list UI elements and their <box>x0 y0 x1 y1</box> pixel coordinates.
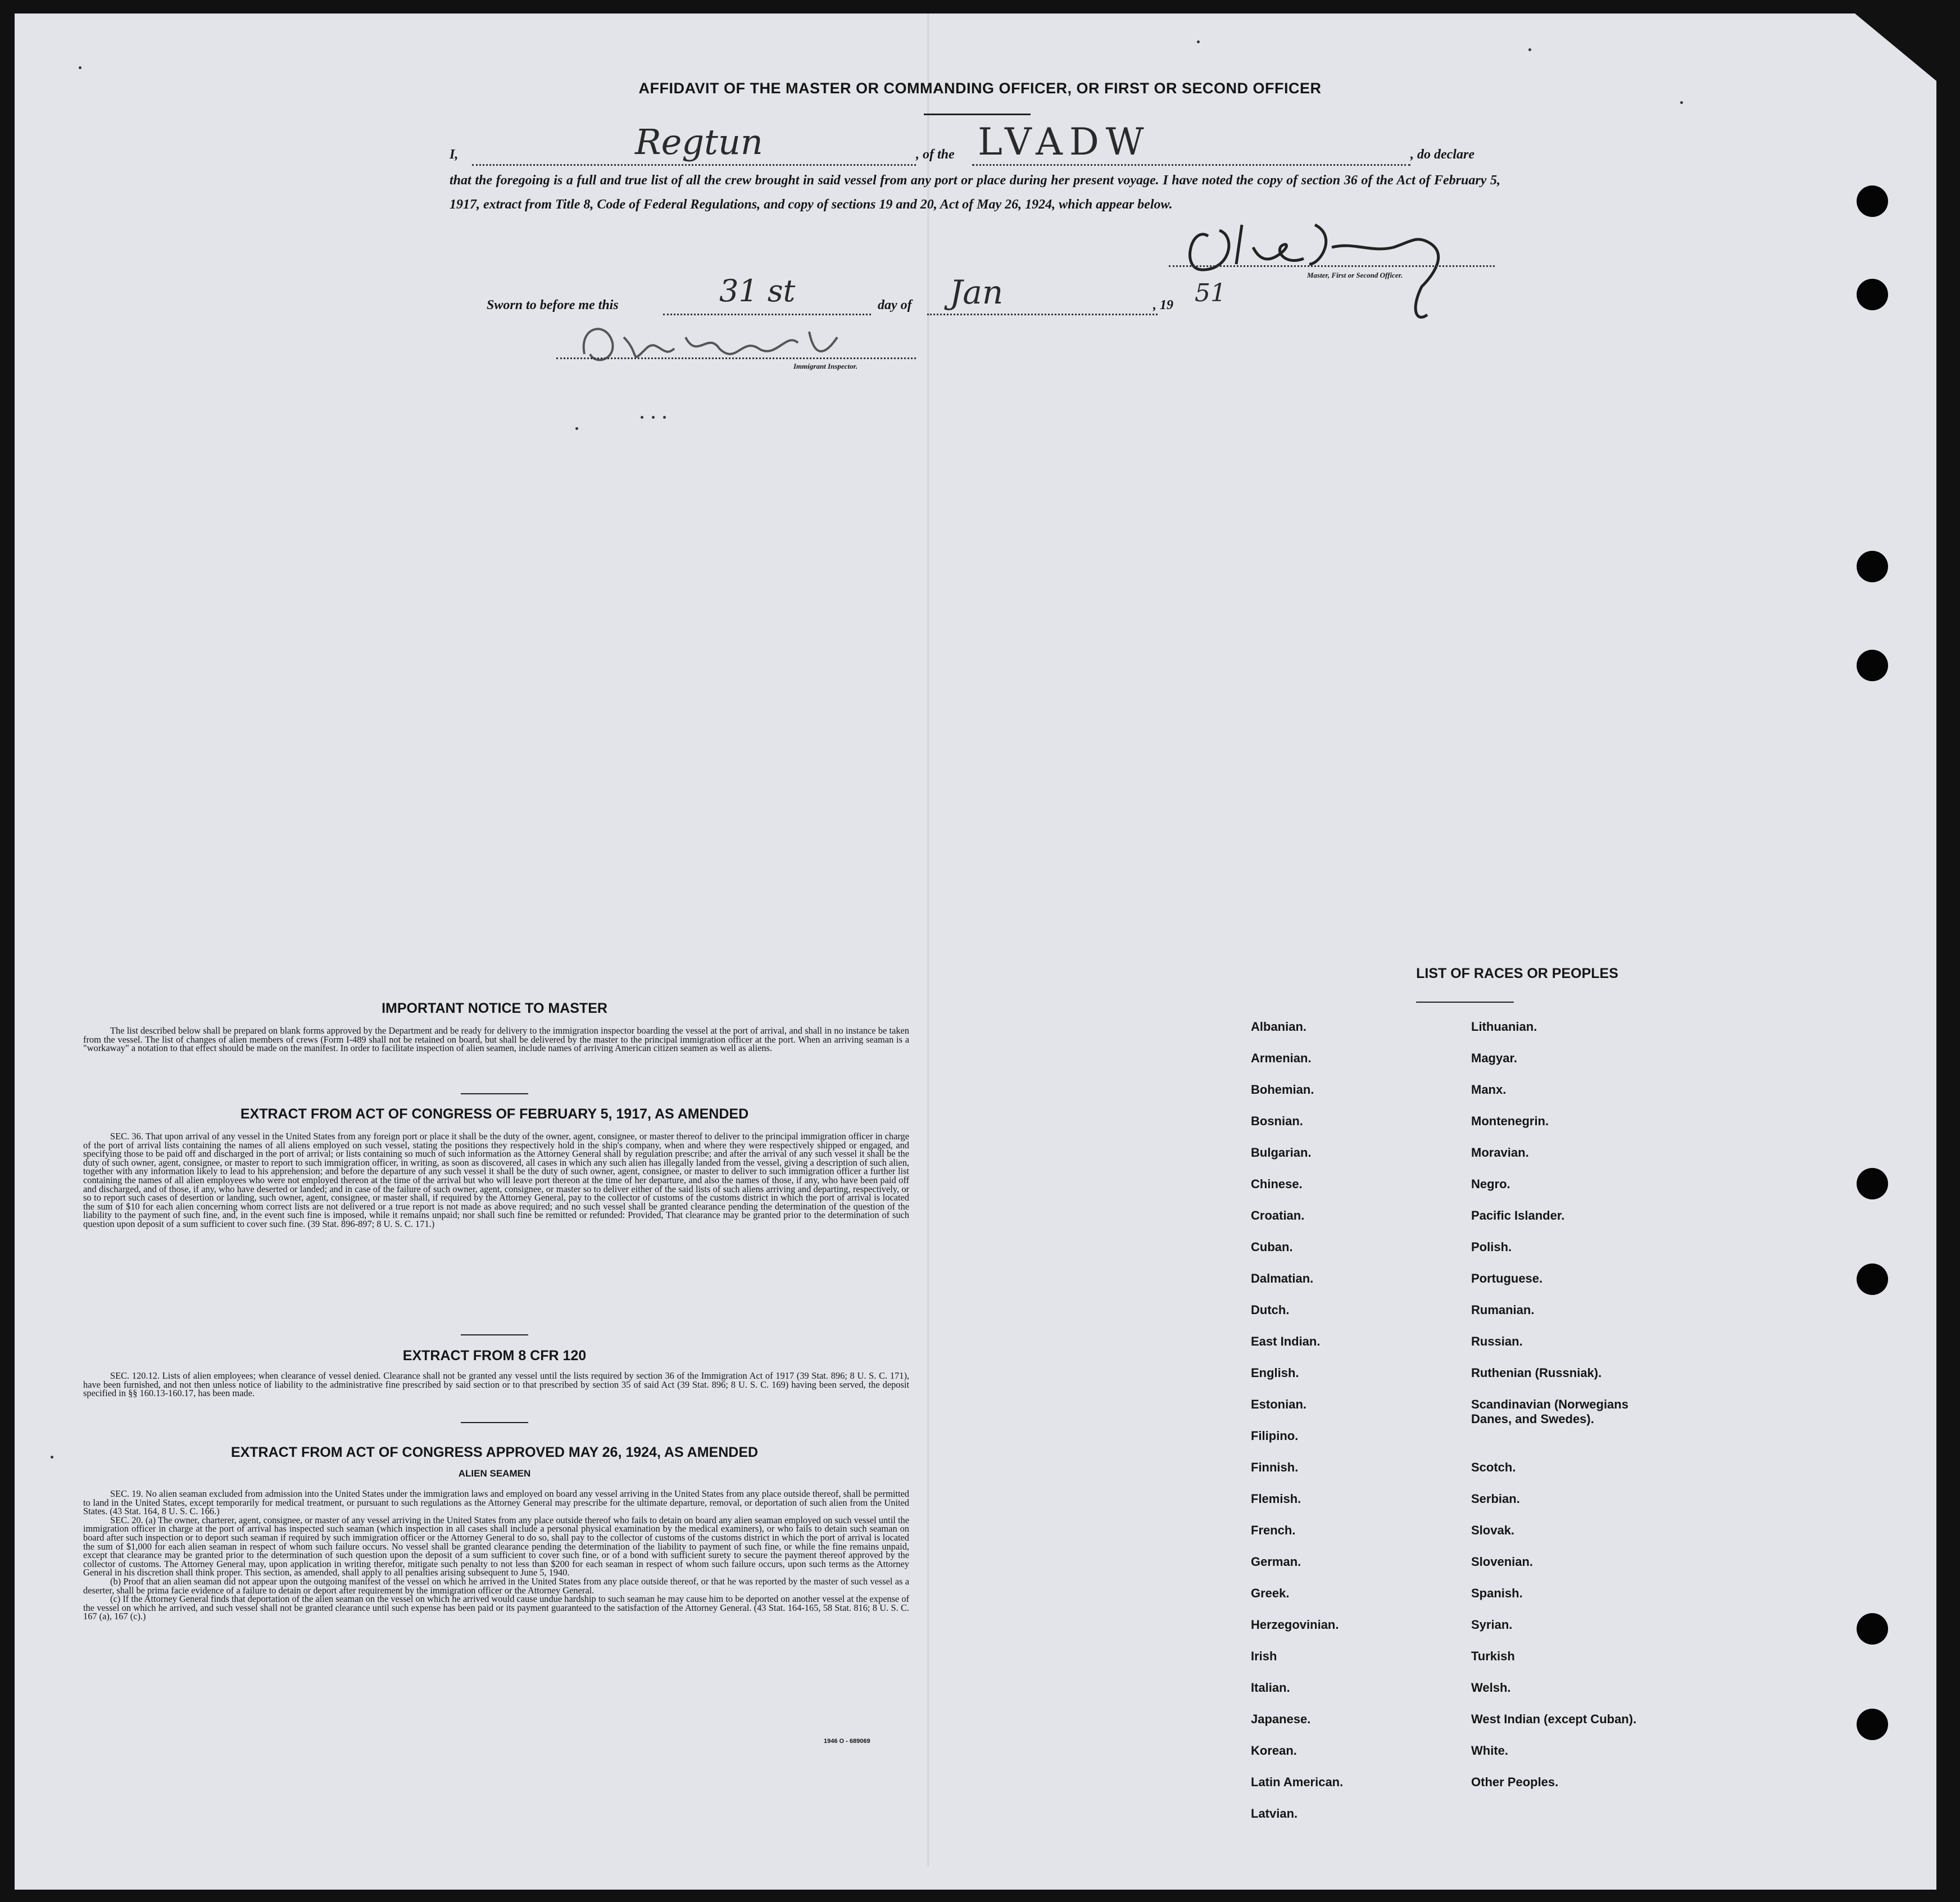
sworn-prefix: Sworn to before me this <box>487 298 619 313</box>
race-item: Latvian. <box>1251 1806 1298 1821</box>
extract-cfr-heading: EXTRACT FROM 8 CFR 120 <box>402 1348 587 1364</box>
speck <box>1680 101 1683 104</box>
race-item: Syrian. <box>1471 1618 1513 1632</box>
extract-cfr-rule <box>461 1422 528 1423</box>
extract-1917-text <box>83 1132 909 1229</box>
race-item: Croatian. <box>1251 1208 1305 1222</box>
notice-heading: IMPORTANT NOTICE TO MASTER <box>382 1000 607 1016</box>
race-item: White. <box>1471 1744 1508 1758</box>
race-item: Pacific Islander. <box>1471 1208 1565 1222</box>
extract-cfr-text <box>83 1371 909 1398</box>
race-item: Japanese. <box>1251 1712 1311 1726</box>
race-item: Ruthenian (Russniak). <box>1471 1366 1602 1380</box>
race-item: Greek. <box>1251 1586 1290 1600</box>
race-item: Polish. <box>1471 1240 1512 1254</box>
races-rule <box>1416 1002 1514 1003</box>
race-item: Magyar. <box>1471 1051 1517 1065</box>
affidavit-body: that the foregoing is a full and true list of all the crew brought in said vessel from any port or place during her present voyage. I have noted the copy of section 36 of the Act of February 5, 1917, extract from Title 8, Code of Federal Regulations, and copy of sections 19 and 20, Act of May 26, 1924, which appear below. <box>450 173 1500 212</box>
race-item: Negro. <box>1471 1177 1510 1191</box>
race-item: Scotch. <box>1471 1460 1516 1474</box>
race-item: Dalmatian. <box>1251 1271 1314 1285</box>
race-item: Estonian. <box>1251 1397 1307 1411</box>
race-item: Russian. <box>1471 1334 1523 1348</box>
race-item: Serbian. <box>1471 1492 1520 1506</box>
speck <box>1528 48 1531 51</box>
extract-1917-rule <box>461 1334 528 1335</box>
race-item: Welsh. <box>1471 1681 1511 1695</box>
speck <box>79 66 81 69</box>
punch-hole <box>1857 1613 1888 1645</box>
punch-hole <box>1857 551 1888 582</box>
fold-crease <box>927 11 929 1866</box>
race-item: Bohemian. <box>1251 1083 1314 1097</box>
affidavit-of-the: , of the <box>916 147 955 162</box>
handwritten-vessel: LVADW <box>978 120 1151 164</box>
race-item: Lithuanian. <box>1471 1020 1537 1034</box>
master-caption: Master, First or Second Officer. <box>1307 271 1403 279</box>
race-item: East Indian. <box>1251 1334 1321 1348</box>
day-of: day of <box>878 298 912 313</box>
race-item: Slovenian. <box>1471 1555 1533 1569</box>
race-item: Rumanian. <box>1471 1303 1535 1317</box>
race-item: Dutch. <box>1251 1303 1290 1317</box>
master-line <box>1169 265 1495 267</box>
extract-cfr-paragraph: SEC. 120.12. Lists of alien employees; when clearance of vessel denied. Clearance shall not be granted any vessel until the lists required by section 36 of the Immigration Act of 1917 (39 Stat. 896; 8 U. S. C. 171), have been furnished, and not then unless notice of liability to the administrative fine prescribed by said section or to that prescribed by section 35 of said Act (39 Stat. 896; 8 U. S. C. 169) having been served, the deposit specified in §§ 160.13-160.17, has been made. <box>83 1370 909 1399</box>
race-item: Moravian. <box>1471 1145 1529 1160</box>
speck <box>575 427 578 430</box>
race-item: Filipino. <box>1251 1429 1299 1443</box>
sec-20c-paragraph: (c) If the Attorney General finds that deportation of the alien seaman on the vessel on which he arrived would cause undue hardship to such seaman he may cause him to be deported on another vessel at the expense of the vessel on which he arrived, and such vessel shall not be granted clearance until such expense has been paid or its payment guaranteed to the satisfaction of the Attorney General. (43 Stat. 164-165, 58 Stat. 816; 8 U. S. C. 167 (a), 167 (c).) <box>83 1593 909 1622</box>
inspector-line <box>556 357 916 359</box>
race-item: Chinese. <box>1251 1177 1303 1191</box>
affidavit-i: I, <box>450 147 459 162</box>
race-item: Portuguese. <box>1471 1271 1543 1285</box>
master-signature <box>1169 202 1483 332</box>
handwritten-day: 31 st <box>719 273 796 309</box>
extract-1924-text <box>83 1489 909 1621</box>
race-item: Herzegovinian. <box>1251 1618 1339 1632</box>
month-line <box>927 314 1158 315</box>
race-item: Albanian. <box>1251 1020 1307 1034</box>
race-item: Irish <box>1251 1649 1277 1663</box>
race-item: Flemish. <box>1251 1492 1301 1506</box>
speck <box>663 416 666 419</box>
sec-20b-paragraph: (b) Proof that an alien seaman did not appear upon the outgoing manifest of the vessel on which he arrived in the United States from any place outside thereof, or that he was reported by the master of such vessel as a deserter, shall be prima facie evidence of a failure to detain or deport after requirement by the immigration officer or the Attorney General. <box>83 1575 909 1596</box>
race-item: Bulgarian. <box>1251 1145 1312 1160</box>
extract-1917-paragraph: SEC. 36. That upon arrival of any vessel in the United States from any foreign port or place it shall be the duty of the owner, agent, consignee, or master thereof to deliver to the principal immigration officer in charge of the port of arrival lists containing the names of all aliens employed on such vessel, stating the positions they respectively hold in the ship's company, when and where they were respectively shipped or engaged, and specifying those to be paid off and discharged in the port of arrival; or lists containing so much of such information as the Attorney General shall by regulation prescribe; and after the arrival of any such vessel it shall be the duty of such owner, agent, consignee, or master to report to such immigration officer, in writing, as soon as discovered, all cases in which any such alien has illegally landed from the vessel, giving a description of such alien, together with any information likely to lead to his apprehension; and before the departure of any such vessel it shall be the duty of such owner, agent, consignee, or master to deliver to such immigration officer a further list containing the names of all alien employees who were not employed thereon at the time of the arrival but who will leave port thereon at the time of her departure, and also the names of those, if any, who have been paid off and discharged, and of those, if any, who have deserted or landed; and in case of the failure of such owner, agent, consignee, or master so to deliver either of the said lists of such aliens arriving and departing, respectively, or so to report such cases of desertion or landing, such owner, agent, consignee, or master shall, if required by the Attorney General, pay to the collector of customs of the customs district in which the port of arrival is located the sum of $10 for each alien concerning whom correct lists are not delivered or a true report is not made as above required; and no such vessel shall be granted clearance pending the determination of the question of the liability to the payment of such fine, and, in the event such fine is imposed, while it remains unpaid; nor shall such fine be remitted or refunded: Provided, That clearance may be granted prior to the determination of such question upon deposit of a sum sufficient to cover such fine. (39 Stat. 896-897; 8 U. S. C. 171.) <box>83 1131 909 1229</box>
race-item: Slovak. <box>1471 1523 1515 1537</box>
race-item: Scandinavian (Norwegians Danes, and Swedes). <box>1471 1397 1628 1426</box>
notice-rule <box>461 1093 528 1094</box>
race-item: French. <box>1251 1523 1296 1537</box>
race-item: Italian. <box>1251 1681 1290 1695</box>
speck <box>641 416 643 419</box>
race-item: West Indian (except Cuban). <box>1471 1712 1637 1726</box>
race-item: Other Peoples. <box>1471 1775 1559 1789</box>
vessel-line <box>972 164 1410 166</box>
inspector-caption: Immigrant Inspector. <box>793 362 858 370</box>
speck <box>51 1456 53 1459</box>
race-item: Manx. <box>1471 1083 1507 1097</box>
sec-19-paragraph: SEC. 19. No alien seaman excluded from admission into the United States under the immigration laws and employed on board any vessel arriving in the United States from any place outside thereof, shall be permitted to land in the United States, except temporarily for medical treatment, or pursuant to such regulations as the Attorney General may prescribe for the ultimate departure, removal, or deportation of such alien from the United States. (43 Stat. 164, 8 U. S. C. 166.) <box>83 1488 909 1517</box>
handwritten-year: 51 <box>1195 279 1226 307</box>
print-code: 1946 O - 689069 <box>824 1738 870 1745</box>
race-item: Latin American. <box>1251 1775 1344 1789</box>
punch-hole <box>1857 650 1888 681</box>
affidavit-title: AFFIDAVIT OF THE MASTER OR COMMANDING OFFICER, OR FIRST OR SECOND OFFICER <box>638 80 1322 97</box>
punch-hole <box>1857 185 1888 217</box>
race-item: German. <box>1251 1555 1301 1569</box>
race-item: Spanish. <box>1471 1586 1523 1600</box>
punch-hole <box>1857 1709 1888 1740</box>
notice-paragraph: The list described below shall be prepared on blank forms approved by the Department and be ready for delivery to the immigration inspector boarding the vessel at the port of arrival, and shall in no instance be taken from the vessel. The list of changes of alien members of crews (Form I-489 shall not be retained on board, but shall be delivered by the master to the principal immigration officer at the port. When an arriving seaman is a "workaway" a notation to that effect should be made on the manifest. In order to facilitate inspection of alien seamen, include names of arriving American citizen seamen as well as aliens. <box>83 1025 909 1054</box>
notice-text <box>83 1026 909 1053</box>
punch-hole <box>1857 1168 1888 1199</box>
speck <box>1197 40 1200 43</box>
race-item: Finnish. <box>1251 1460 1299 1474</box>
punch-hole <box>1857 279 1888 310</box>
title-rule <box>924 114 1031 115</box>
race-item: Bosnian. <box>1251 1114 1303 1128</box>
sec-20a-paragraph: SEC. 20. (a) The owner, charterer, agent, consignee, or master of any vessel arriving in the United States from any place outside thereof who fails to detain on board any alien seaman employed on such vessel until the immigration officer in charge at the port of arrival has inspected such seaman (which inspection in all cases shall include a personal physical examination by the medical examiners), or who fails to detain such seaman on board after such inspection or to deport such seaman if required by such immigration officer or the Attorney General to do so, shall pay to the collector of customs of the customs district in which the port of arrival is located the sum of $1,000 for each alien seaman in respect of whom such failure occurs. No vessel shall be granted clearance pending the determination of the liability to payment of such fine, or while the fine remains unpaid, except that clearance may be granted prior to the determination of such question upon the deposit of a sum sufficient to cover such fine, or of a bond with sufficient surety to secure the payment thereof approved by the collector of customs. The Attorney General may, upon application in writing therefor, mitigate such penalty to not less than $200 for each seaman in respect of whom such failure occurs, upon such terms as the Attorney General in his discretion shall think proper. This section, as amended, shall apply to all penalties arising subsequent to June 5, 1940. <box>83 1514 909 1578</box>
race-item: Cuban. <box>1251 1240 1293 1254</box>
race-item: Montenegrin. <box>1471 1114 1549 1128</box>
name-line <box>472 164 916 166</box>
alien-seamen-subheading: ALIEN SEAMEN <box>458 1468 531 1479</box>
race-item: Armenian. <box>1251 1051 1312 1065</box>
race-item: Turkish <box>1471 1649 1515 1663</box>
punch-hole <box>1857 1264 1888 1295</box>
speck <box>652 416 655 419</box>
affidavit-do-declare: , do declare <box>1410 147 1474 162</box>
race-item: English. <box>1251 1366 1299 1380</box>
race-item: Korean. <box>1251 1744 1297 1758</box>
year-prefix: , 19 <box>1153 298 1173 313</box>
races-heading: LIST OF RACES OR PEOPLES <box>1416 966 1618 981</box>
extract-1917-heading: EXTRACT FROM ACT OF CONGRESS OF FEBRUARY 5, 1917, AS AMENDED <box>240 1106 749 1122</box>
handwritten-name: Regtun <box>635 121 763 162</box>
handwritten-month: Jan <box>950 273 1004 311</box>
extract-1924-heading: EXTRACT FROM ACT OF CONGRESS APPROVED MAY 26, 1924, AS AMENDED <box>230 1444 759 1460</box>
